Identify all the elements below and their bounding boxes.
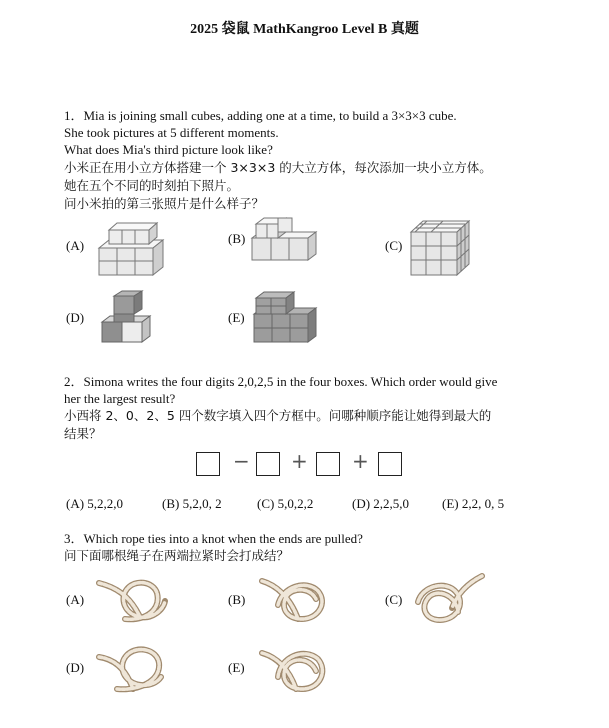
q1-option-d-label: (D) — [66, 310, 85, 325]
digit-box-2[interactable] — [256, 452, 280, 476]
q2-answer-b: (B) 5,2,0, 2 — [162, 496, 222, 511]
rope-figure-d — [95, 643, 167, 695]
cube-figure-a — [95, 220, 165, 278]
plus-sign-1: + — [291, 449, 308, 473]
page-title: 2025 袋鼠 MathKangroo Level B 真题 — [190, 22, 419, 37]
q1-text-line-1: 1．Mia is joining small cubes, adding one at a time, to build a 3×3×3 cube. — [64, 108, 457, 123]
digit-box-3[interactable] — [316, 452, 340, 476]
q1-cn-line-1: 小米正在用小立方体搭建一个 3×3×3 的大立方体，每次添加一块小立方体。 — [64, 160, 492, 175]
cube-figure-d — [98, 290, 160, 346]
minus-sign: − — [233, 449, 250, 473]
q3-option-c-label: (C) — [385, 592, 403, 607]
q2-answer-e: (E) 2,2, 0, 5 — [442, 496, 505, 511]
q2-cn-line-1: 小西将 2、0、2、5 四个数字填入四个方框中。问哪种顺序能让她得到最大的 — [64, 408, 492, 423]
cube-figure-b — [248, 214, 320, 264]
q1-option-a-label: (A) — [66, 238, 85, 253]
q1-option-b-label: (B) — [228, 231, 246, 246]
q2-answer-d: (D) 2,2,5,0 — [352, 496, 410, 511]
cube-figure-e — [250, 290, 322, 346]
cube-figure-c — [408, 216, 472, 278]
q2-text-line-2: her the largest result? — [64, 391, 176, 406]
q1-text-line-2: She took pictures at 5 different moments. — [64, 125, 279, 140]
rope-figure-a — [95, 575, 167, 625]
rope-figure-b — [258, 575, 330, 625]
q2-answer-a: (A) 5,2,2,0 — [66, 496, 124, 511]
q1-cn-line-2: 她在五个不同的时刻拍下照片。 — [64, 178, 240, 193]
q2-answer-c: (C) 5,0,2,2 — [257, 496, 314, 511]
q1-option-c-label: (C) — [385, 238, 403, 253]
plus-sign-2: + — [352, 449, 369, 473]
q3-option-e-label: (E) — [228, 660, 245, 675]
q3-option-d-label: (D) — [66, 660, 85, 675]
q3-cn-line-1: 问下面哪根绳子在两端拉紧时会打成结？ — [64, 548, 290, 563]
digit-box-4[interactable] — [378, 452, 402, 476]
q1-option-e-label: (E) — [228, 310, 245, 325]
q1-text-line-3: What does Mia's third picture look like? — [64, 142, 273, 157]
q3-option-b-label: (B) — [228, 592, 246, 607]
rope-figure-e — [258, 643, 330, 695]
digit-box-1[interactable] — [196, 452, 220, 476]
rope-figure-c — [412, 572, 484, 626]
q1-cn-line-3: 问小米拍的第三张照片是什么样子？ — [64, 196, 265, 211]
q3-option-a-label: (A) — [66, 592, 85, 607]
q2-cn-line-2: 结果？ — [64, 426, 102, 441]
q3-text-line-1: 3．Which rope ties into a knot when the ends are pulled? — [64, 531, 363, 546]
q2-text-line-1: 2．Simona writes the four digits 2,0,2,5 in the four boxes. Which order would give — [64, 374, 498, 389]
